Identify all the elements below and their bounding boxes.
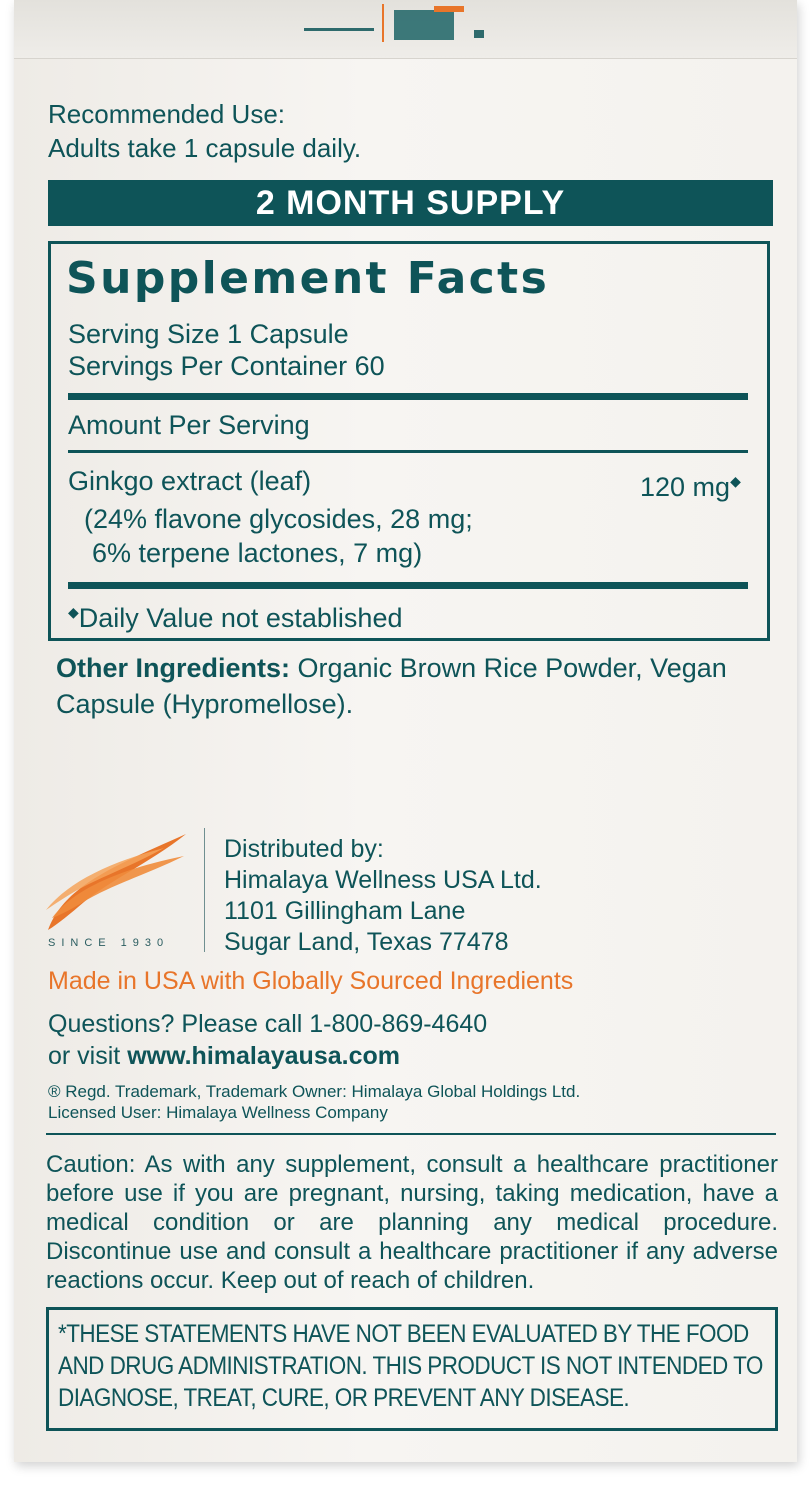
ingredient-amount: 120 mg [640, 472, 731, 502]
diamond-icon: ◆ [730, 473, 741, 489]
visit-prefix: or visit [48, 1042, 128, 1070]
facts-divider-thick [68, 393, 748, 400]
made-in-usa-text: Made in USA with Globally Sourced Ingredients [48, 967, 574, 995]
top-flap-print-marks [294, 0, 554, 45]
questions-phone: Questions? Please call 1-800-869-4640 [48, 1010, 488, 1038]
ingredient-detail-1: (24% flavone glycosides, 28 mg; [84, 504, 473, 534]
fda-disclaimer-text: *THESE STATEMENTS HAVE NOT BEEN EVALUATED BY THE FOOD AND DRUG ADMINISTRATION. THIS PRODUCT IS NOT INTENDED TO DIAGNOSE, TREAT, CURE, OR PREVENT ANY DISEASE. [58, 1320, 763, 1412]
licensed-user-notice: Licensed User: Himalaya Wellness Company [48, 1103, 388, 1122]
amount-per-serving-header: Amount Per Serving [68, 410, 310, 440]
visit-website-line [48, 1040, 400, 1072]
website-link[interactable]: www.himalayausa.com [127, 1042, 400, 1070]
serving-size: Serving Size 1 Capsule [68, 319, 349, 349]
diamond-icon: ◆ [68, 604, 79, 620]
supply-banner: 2 MONTH SUPPLY [48, 180, 773, 226]
facts-divider-bottom [68, 582, 748, 589]
logo-divider [204, 828, 205, 952]
supplement-facts-title: Supplement Facts [66, 253, 550, 304]
distributor-street: 1101 Gillingham Lane [224, 897, 466, 925]
trademark-notice: ® Regd. Trademark, Trademark Owner: Himalaya Global Holdings Ltd. [48, 1082, 581, 1101]
ingredient-name: Ginkgo extract (leaf) [68, 466, 312, 496]
ingredient-amount-cell [640, 465, 741, 503]
other-ingredients-text: Organic Brown Rice Powder, Vegan Capsule (Hypromellose). [56, 653, 727, 719]
section-divider [46, 1133, 776, 1135]
other-ingredients-label: Other Ingredients: [56, 653, 291, 683]
daily-value-footnote [68, 596, 402, 634]
package-top-flap [14, 0, 797, 59]
himalaya-leaf-logo-icon [44, 826, 194, 936]
daily-value-text: Daily Value not established [78, 603, 403, 633]
caution-statement: Caution: As with any supplement, consult a healthcare practitioner before use if you are pregnant, nursing, taking medication, have a medical condition or are planning any medical procedure. Discontinue use and consult a healthcare practitioner if any adverse reactions occur. Keep out of reach of children. [46, 1151, 778, 1294]
recommended-use-title: Recommended Use: [48, 99, 285, 129]
recommended-use-text: Adults take 1 capsule daily. [48, 133, 362, 163]
distributor-city: Sugar Land, Texas 77478 [224, 928, 509, 956]
other-ingredients [56, 650, 736, 722]
since-1930-text: SINCE 1930 [48, 937, 170, 949]
distributed-by-heading: Distributed by: [224, 835, 384, 863]
distributor-company: Himalaya Wellness USA Ltd. [224, 866, 542, 894]
facts-divider-thin [68, 450, 748, 453]
servings-per-container: Servings Per Container 60 [68, 351, 385, 381]
ingredient-detail-2: 6% terpene lactones, 7 mg) [92, 538, 423, 568]
